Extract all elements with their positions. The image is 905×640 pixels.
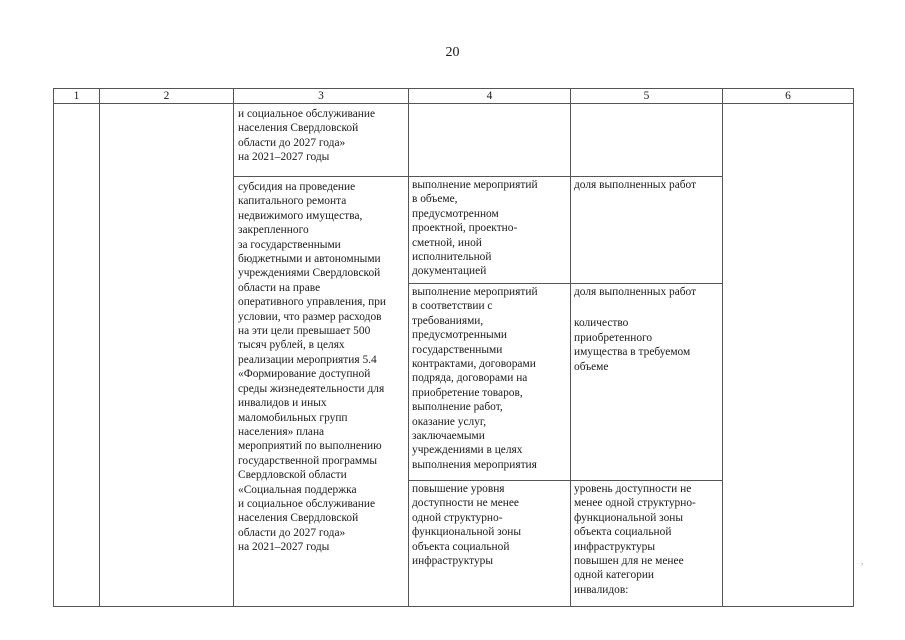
- cell-col-4: [409, 177, 571, 284]
- document-table: [53, 88, 854, 607]
- cell-col-2: [100, 104, 234, 607]
- header-col-4: 4: [409, 89, 571, 104]
- cell-col-3-subsidy: [234, 177, 409, 607]
- cell-text: доля выполненных работ: [574, 179, 697, 191]
- cell-col-3-continuation: [234, 104, 409, 177]
- cell-text: повышение уровня доступности не менее одной структурно- функциональной зоны объекта социальной инфраструктуры: [412, 483, 522, 568]
- header-row: [54, 89, 854, 104]
- cell-text: выполнение мероприятий в соответствии с требованиями, предусмотренными государственными контрактами, договорами подряда, договорами на приобретение товаров, выполнение работ, оказание услуг, заключаемыми учреждениями в целях выполнения мероприятия: [412, 286, 538, 471]
- cell-text: уровень доступности не менее одной структурно- функциональной зоны объекта социальной инфраструктуры повышен для не менее одной категории инвалидов:: [574, 483, 696, 596]
- cell-text: субсидия на проведение капитального ремонта недвижимого имущества, закрепленного за государственными бюджетными и автономными учреждениями Свердловской области на праве оперативного управления, при условии, что размер расходов на эти цели превышает 500 тысяч рублей, в целях реализации мероприятия 5.4 «Формирование доступной среды жизнедеятельности для инвалидов и иных маломобильных групп населения» плана мероприятий по выполнению государственной программы Свердловской области «Социальная поддержка и социальное обслуживание населения Свердловской области до 2027 года» на 2021–2027 годы: [238, 181, 386, 554]
- cell-col-6: [723, 104, 854, 607]
- header-col-5: 5: [571, 89, 723, 104]
- cell-col-4: [409, 104, 571, 177]
- cell-col-1: [54, 104, 100, 607]
- cell-text: доля выполненных работ: [574, 286, 697, 298]
- header-col-2: 2: [100, 89, 234, 104]
- page-number: 20: [445, 45, 460, 60]
- cell-col-5: [571, 481, 723, 607]
- cell-col-4: [409, 481, 571, 607]
- cell-col-5: [571, 104, 723, 177]
- cell-text: и социальное обслуживание населения Свердловской области до 2027 года» на 2021–2027 годы: [238, 108, 376, 164]
- cell-col-5: [571, 177, 723, 284]
- header-col-1: 1: [54, 89, 100, 104]
- header-col-6: 6: [723, 89, 854, 104]
- cell-text: количество приобретенного имущества в требуемом объеме: [574, 317, 691, 373]
- cell-text: выполнение мероприятий в объеме, предусмотренном проектной, проектно- сметной, иной исполнительной документацией: [412, 179, 538, 278]
- cell-col-5: [571, 284, 723, 481]
- cell-col-4: [409, 284, 571, 481]
- header-col-3: 3: [234, 89, 409, 104]
- scan-artifact-mark: ,: [861, 556, 864, 566]
- table-row: [54, 104, 854, 177]
